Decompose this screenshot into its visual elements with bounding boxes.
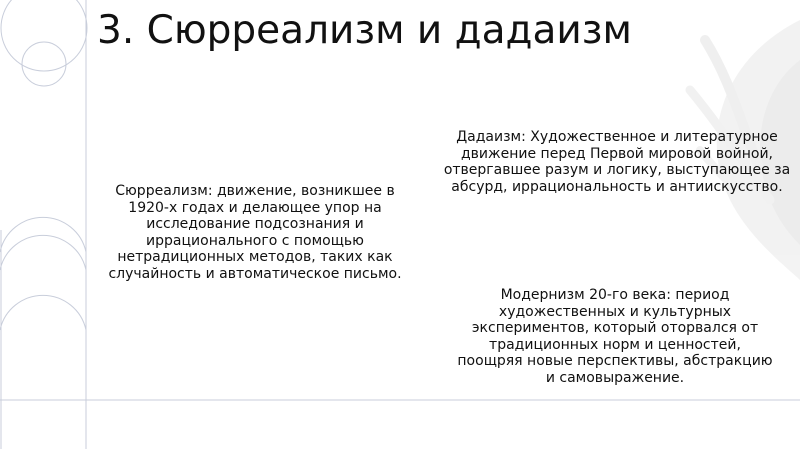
dadaism-text-block: Дадаизм: Художественное и литературное движение перед Первой мировой войной, отвергавшее разум и логику, выступающее за абсурд, иррациональность и антиискусство. <box>443 129 791 195</box>
slide-title: 3. Сюрреализм и дадаизм <box>97 8 632 53</box>
modernism-text-block: Модернизм 20-го века: период художественных и культурных экспериментов, который оторвался от традиционных норм и ценностей, поощряя новые перспективы, абстракцию и самовыражение. <box>457 287 773 386</box>
circle-outline-icon <box>22 42 66 86</box>
surrealism-text-block: Сюрреализм: движение, возникшее в 1920-х годах и делающее упор на исследование подсознания и иррационального с помощью нетрадиционных методов, таких как случайность и автоматическое письмо. <box>108 183 402 282</box>
arch-outline-icon <box>0 295 86 330</box>
circle-outline-icon <box>1 0 87 71</box>
arch-outline-icon <box>0 235 86 270</box>
